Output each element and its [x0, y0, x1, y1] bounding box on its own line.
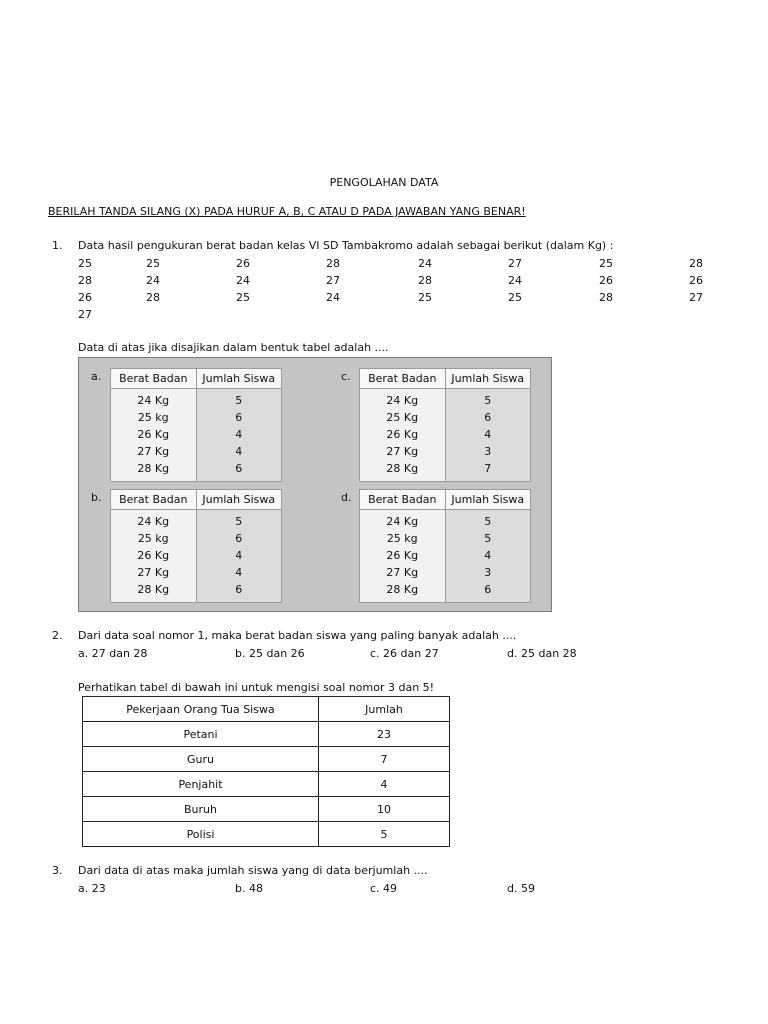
data-value: 26 [236, 257, 250, 270]
question-1-text: Data hasil pengukuran berat badan kelas VI SD Tambakromo adalah sebagai berikut (dalam Kg) : [78, 239, 614, 252]
weight-cell: 24 Kg [137, 394, 170, 407]
table-header: Jumlah [319, 697, 450, 722]
count-cell: 5 [319, 822, 450, 847]
table-header: Berat Badan [111, 369, 197, 388]
answer-option-a[interactable]: a. 23 [78, 882, 106, 895]
weight-cell: 27 Kg [386, 566, 419, 579]
weight-data-grid [78, 257, 718, 325]
count-cell: 3 [484, 445, 492, 458]
data-value: 26 [78, 291, 92, 304]
weight-cell: 27 Kg [137, 566, 170, 579]
data-value: 24 [326, 291, 340, 304]
weight-cell: 26 Kg [386, 428, 419, 441]
option-d-label[interactable]: d. [341, 491, 352, 504]
count-cell: 5 [484, 394, 492, 407]
weight-cell: 24 Kg [386, 515, 419, 528]
option-a-label[interactable]: a. [91, 370, 102, 383]
data-value: 28 [326, 257, 340, 270]
data-value: 28 [689, 257, 703, 270]
table-header: Jumlah Siswa [451, 493, 525, 506]
data-row [78, 308, 718, 325]
weight-cell: 26 Kg [137, 428, 170, 441]
data-row [78, 257, 718, 274]
table-header-row [83, 697, 450, 722]
weight-cell: 25 Kg [386, 411, 419, 424]
weight-cell: 25 kg [137, 532, 169, 545]
count-cell: 5 [484, 515, 492, 528]
table-header: Berat Badan [360, 490, 446, 509]
data-row [78, 291, 718, 308]
count-cell: 4 [484, 549, 492, 562]
option-b-label[interactable]: b. [91, 491, 102, 504]
data-value: 28 [146, 291, 160, 304]
count-cell: 6 [484, 411, 492, 424]
table-header: Jumlah Siswa [202, 372, 276, 385]
count-cell: 4 [319, 772, 450, 797]
weight-cell: 25 kg [137, 411, 169, 424]
count-cell: 5 [235, 394, 243, 407]
data-value: 24 [236, 274, 250, 287]
count-cell: 3 [484, 566, 492, 579]
data-value: 24 [146, 274, 160, 287]
count-cell: 4 [235, 566, 243, 579]
count-cell: 4 [484, 428, 492, 441]
data-value: 27 [326, 274, 340, 287]
weight-cell: 28 Kg [386, 583, 419, 596]
options-panel [78, 357, 552, 612]
weight-cell: 27 Kg [137, 445, 170, 458]
data-value: 28 [78, 274, 92, 287]
count-cell: 5 [484, 532, 492, 545]
data-value: 26 [689, 274, 703, 287]
question-3-answers [78, 882, 678, 898]
answer-option-d[interactable]: d. 25 dan 28 [507, 647, 577, 660]
table-row [83, 822, 450, 847]
table-row [83, 747, 450, 772]
weight-cell: 27 Kg [386, 445, 419, 458]
occupation-cell: Penjahit [83, 772, 319, 797]
count-cell: 10 [319, 797, 450, 822]
option-d-table [359, 489, 531, 603]
count-cell: 6 [235, 532, 243, 545]
count-cell: 23 [319, 722, 450, 747]
weight-cell: 26 Kg [386, 549, 419, 562]
answer-option-b[interactable]: b. 25 dan 26 [235, 647, 305, 660]
data-row [78, 274, 718, 291]
answer-option-d[interactable]: d. 59 [507, 882, 535, 895]
data-value: 26 [599, 274, 613, 287]
data-value: 27 [508, 257, 522, 270]
count-cell: 4 [235, 428, 243, 441]
occupation-cell: Petani [83, 722, 319, 747]
data-value: 28 [599, 291, 613, 304]
data-value: 27 [78, 308, 92, 321]
question-3-number: 3. [52, 864, 63, 877]
data-value: 25 [508, 291, 522, 304]
data-value: 25 [146, 257, 160, 270]
data-value: 24 [508, 274, 522, 287]
question-1-number: 1. [52, 239, 63, 252]
question-2-text: Dari data soal nomor 1, maka berat badan siswa yang paling banyak adalah .... [78, 629, 517, 642]
answer-option-c[interactable]: c. 49 [370, 882, 398, 895]
option-b-table [110, 489, 282, 603]
option-c-table [359, 368, 531, 482]
data-value: 25 [236, 291, 250, 304]
table-header: Pekerjaan Orang Tua Siswa [83, 697, 319, 722]
count-cell: 6 [235, 462, 243, 475]
table-header: Berat Badan [360, 369, 446, 388]
count-cell: 6 [235, 411, 243, 424]
weight-cell: 28 Kg [137, 462, 170, 475]
answer-option-b[interactable]: b. 48 [235, 882, 263, 895]
parent-occupation-table [82, 696, 450, 847]
weight-cell: 28 Kg [137, 583, 170, 596]
data-value: 27 [689, 291, 703, 304]
table-header: Jumlah Siswa [451, 372, 525, 385]
question-2-number: 2. [52, 629, 63, 642]
count-cell: 4 [235, 549, 243, 562]
data-value: 24 [418, 257, 432, 270]
page-title: PENGOLAHAN DATA [329, 176, 439, 189]
count-cell: 6 [235, 583, 243, 596]
table-header: Jumlah Siswa [202, 493, 276, 506]
count-cell: 7 [319, 747, 450, 772]
answer-option-a[interactable]: a. 27 dan 28 [78, 647, 148, 660]
data-value: 25 [599, 257, 613, 270]
table-intro-text: Perhatikan tabel di bawah ini untuk mengisi soal nomor 3 dan 5! [78, 681, 435, 694]
data-value: 28 [418, 274, 432, 287]
occupation-cell: Guru [83, 747, 319, 772]
weight-cell: 28 Kg [386, 462, 419, 475]
occupation-cell: Polisi [83, 822, 319, 847]
weight-cell: 24 Kg [137, 515, 170, 528]
table-header: Berat Badan [111, 490, 197, 509]
count-cell: 6 [484, 583, 492, 596]
table-row [83, 722, 450, 747]
table-row [83, 797, 450, 822]
data-value: 25 [78, 257, 92, 270]
question-2-answers [78, 647, 678, 663]
instruction-text: BERILAH TANDA SILANG (X) PADA HURUF A, B, C ATAU D PADA JAWABAN YANG BENAR! [48, 205, 526, 218]
data-value: 25 [418, 291, 432, 304]
weight-cell: 24 Kg [386, 394, 419, 407]
table-row [83, 772, 450, 797]
count-cell: 7 [484, 462, 492, 475]
option-a-table [110, 368, 282, 482]
occupation-cell: Buruh [83, 797, 319, 822]
option-c-label[interactable]: c. [341, 370, 351, 383]
weight-cell: 25 kg [386, 532, 418, 545]
weight-cell: 26 Kg [137, 549, 170, 562]
question-3-text: Dari data di atas maka jumlah siswa yang di data berjumlah .... [78, 864, 428, 877]
count-cell: 4 [235, 445, 243, 458]
answer-option-c[interactable]: c. 26 dan 27 [370, 647, 439, 660]
count-cell: 5 [235, 515, 243, 528]
question-1-subquestion: Data di atas jika disajikan dalam bentuk tabel adalah .... [78, 341, 389, 354]
